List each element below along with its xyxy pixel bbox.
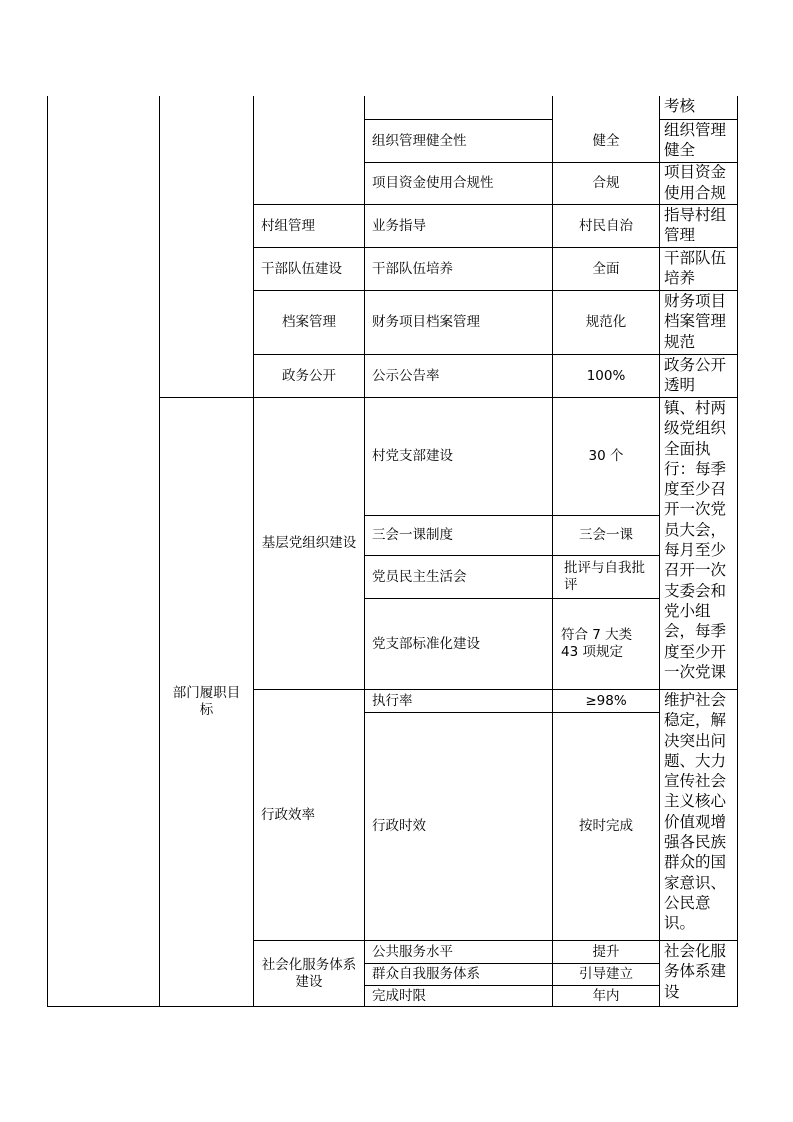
value-standard [553,599,659,689]
goal-label: 社会化服务体系建设 [664,943,727,1001]
indicator-branch [365,398,552,515]
subcategory-archive [254,291,364,354]
indicator-org-mgmt [365,120,552,162]
subcategory-label: 行政效率 [261,806,315,823]
indicator-cadre-training [365,248,552,290]
value-label: 年内 [592,987,620,1004]
value-label: 村民自治 [579,217,633,234]
goal-party [660,399,737,689]
indicator-archive-mgmt [365,291,552,354]
indicator-label: 党支部标准化建设 [372,635,480,652]
value-timeliness [553,713,659,940]
indicator-label: 业务指导 [372,217,426,234]
value-label: 引导建立 [579,966,633,982]
goal-admin [660,691,737,940]
value-cadre-training [553,248,659,290]
indicator-label: 群众自我服务体系 [372,966,480,982]
value-label: 按时完成 [579,818,633,834]
value-three-one [553,516,659,555]
indicator-label: 村党支部建设 [372,448,453,464]
goal-label: 干部队伍培养 [664,249,727,287]
subcategory-label: 基层党组织建设 [261,535,357,551]
goal-label: 组织管理健全 [664,121,727,159]
value-public-service [553,941,659,963]
indicator-self-service [365,964,552,985]
value-branch [553,398,659,515]
indicator-label: 公示公告率 [372,367,440,384]
goal-label: 财务项目档案管理规范 [664,293,727,351]
value-label: 全面 [592,260,620,277]
indicator-label: 行政时效 [372,818,426,834]
indicator-guidance [365,205,552,247]
value-self-service [553,964,659,985]
goal-guidance [660,205,737,247]
subcategory-admin [254,690,364,940]
value-org-mgmt [553,120,659,162]
indicator-exec-rate [365,690,552,712]
value-deadline [553,986,659,1006]
indicator-fund-compliance [365,163,552,204]
value-label: 三会一课 [579,527,633,543]
goal-label: 维护社会稳定，解决突出问题、大力宣传社会主义核心价值观增强各民族群众的国家意识、公民意识。 [664,692,727,933]
indicator-blank [365,96,552,119]
indicator-three-one [365,516,552,555]
indicator-public-service [365,941,552,963]
value-archive-mgmt [553,291,659,354]
value-label: 30 个 [588,448,624,464]
category-cell [160,398,253,1006]
goal-social [660,942,737,1006]
indicator-life-meeting [365,556,552,598]
subcategory-label: 政务公开 [282,367,336,384]
goal-label: 政务公开透明 [664,356,727,394]
indicator-standard [365,599,552,689]
indicator-notice-rate [365,355,552,397]
subcategory-label: 干部队伍建设 [261,260,342,277]
goal-open-gov [660,355,737,397]
value-fund-compliance [553,163,659,204]
goal-archive [660,291,737,354]
subcategory-label: 档案管理 [282,314,336,330]
indicator-label: 完成时限 [372,987,426,1004]
indicator-label: 项目资金使用合规性 [372,175,494,191]
value-label: 健全 [592,132,620,149]
indicator-label: 党员民主生活会 [372,568,467,585]
indicator-label: 执行率 [372,692,413,709]
goal-org-mgmt [660,120,737,162]
value-label: 提升 [592,943,620,960]
indicator-label: 三会一课制度 [372,527,453,543]
goal-label: 指导村组管理 [664,206,727,244]
goal-label: 考核 [664,98,696,116]
subcategory-social [254,941,364,1006]
indicator-label: 财务项目档案管理 [372,314,480,330]
goal-assessment [660,96,737,119]
value-label: ≥98% [585,692,627,709]
indicator-label: 公共服务水平 [372,943,453,960]
subcategory-label: 社会化服务体系建设 [261,956,357,990]
value-label: 批评与自我批评 [564,560,645,593]
value-exec-rate [553,690,659,712]
subcategory-party-org [254,398,364,689]
value-label: 100% [586,367,626,384]
value-label: 规范化 [585,314,627,330]
goal-cadre [660,248,737,290]
subcategory-open-gov [254,355,364,397]
category-label: 部门履职目标 [172,685,241,718]
indicator-label: 干部队伍培养 [372,260,453,277]
goal-label: 项目资金使用合规 [664,164,727,202]
indicator-timeliness [365,713,552,940]
indicator-label: 组织管理健全性 [372,132,467,149]
value-notice-rate [553,355,659,397]
value-guidance [553,205,659,247]
subcategory-village-group [254,205,364,247]
indicator-deadline [365,986,552,1006]
value-label: 符合 7 大类 43 项规定 [561,627,633,660]
goal-label: 镇、村两级党组织全面执行：每季度至少召开一次党员大会，每月至少召开一次支委会和党小组会，每季度至少开一次党课 [664,400,727,681]
subcategory-cadre [254,248,364,290]
value-life-meeting [553,556,659,598]
subcategory-label: 村组管理 [261,217,315,234]
goal-fund [660,163,737,204]
value-label: 合规 [592,175,620,191]
